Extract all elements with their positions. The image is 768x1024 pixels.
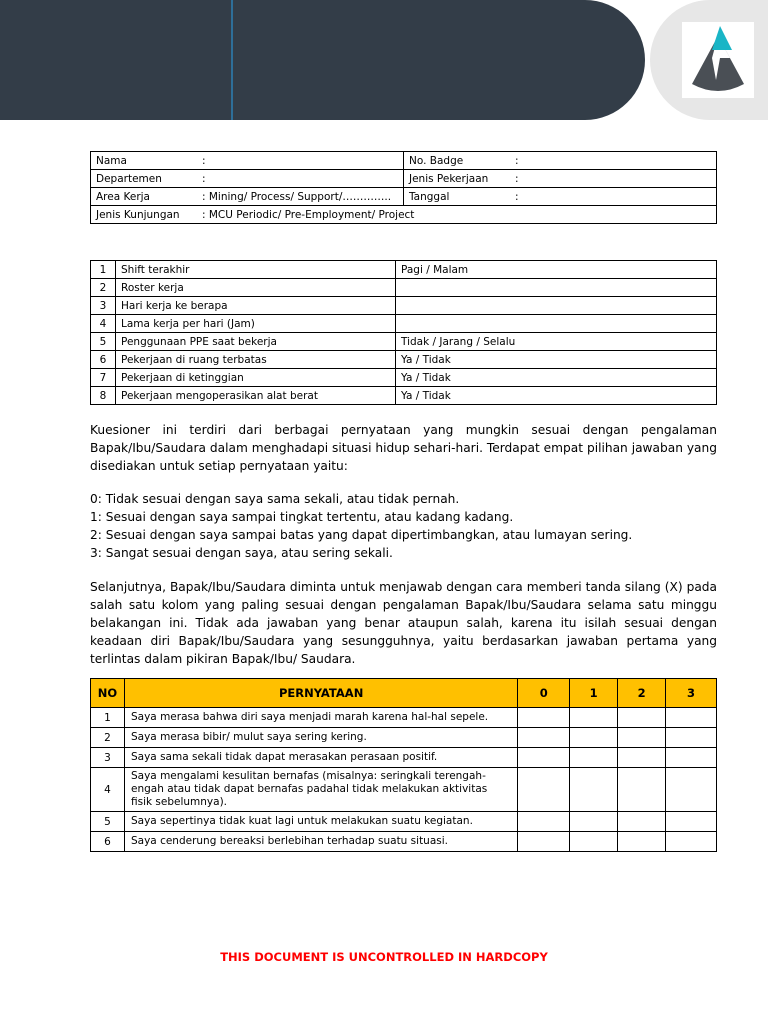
field-value: : Mining/ Process/ Support/………….. [202, 190, 392, 203]
intro-paragraph: Kuesioner ini terdiri dari berbagai pernyataan yang mungkin sesuai dengan pengalaman Bapak/Ibu/Saudara dalam menghadapi situasi hidup sehari-hari. Terdapat empat pilihan jawaban yang disediakan untuk setiap pernyataan yaitu: [90, 423, 717, 473]
row-number: 2 [91, 279, 116, 297]
row-answer[interactable]: Tidak / Jarang / Selalu [396, 333, 717, 351]
field-label: Tanggal [409, 190, 450, 203]
row-number: 3 [91, 748, 125, 768]
instruction-paragraph: Selanjutnya, Bapak/Ibu/Saudara diminta untuk menjawab dengan cara memberi tanda silang (X) pada salah satu kolom yang paling sesuai dengan pengalaman Bapak/Ibu/Saudara selama satu minggu belakangan ini. Tidak ada jawaban yang benar ataupun salah, karena itu isilah sesuai dengan keadaan diri Bapak/Ibu/Saudara yang sesungguhnya, yaitu berdasarkan jawaban pertama yang terlintas dalam pikiran Bapak/Ibu/ Saudara. [90, 580, 717, 666]
uncontrolled-document-footer: THIS DOCUMENT IS UNCONTROLLED IN HARDCOPY [220, 950, 548, 964]
column-header-score-2: 2 [618, 679, 666, 708]
table-row [91, 768, 717, 812]
table-row [91, 708, 717, 728]
answer-option: 0: Tidak sesuai dengan saya sama sekali, atau tidak pernah. [90, 492, 460, 506]
score-cell-2[interactable] [618, 728, 666, 748]
score-cell-0[interactable] [518, 768, 570, 812]
field-value: : MCU Periodic/ Pre-Employment/ Project [202, 208, 415, 221]
identity-field[interactable] [91, 206, 717, 224]
score-cell-3[interactable] [666, 708, 717, 728]
identity-field[interactable] [91, 152, 404, 170]
column-header-no: NO [91, 679, 125, 708]
score-cell-0[interactable] [518, 832, 570, 852]
score-cell-1[interactable] [570, 768, 618, 812]
row-item: Shift terakhir [116, 261, 396, 279]
field-value: : [515, 154, 519, 167]
score-cell-3[interactable] [666, 832, 717, 852]
score-cell-1[interactable] [570, 708, 618, 728]
table-row [91, 188, 717, 206]
table-row [91, 812, 717, 832]
row-number: 7 [91, 369, 116, 387]
field-value: : [202, 172, 206, 185]
statement-text: Saya cenderung bereaksi berlebihan terhadap suatu situasi. [124, 832, 517, 852]
field-label: Jenis Pekerjaan [409, 172, 489, 185]
score-cell-0[interactable] [518, 708, 570, 728]
row-number: 1 [91, 708, 125, 728]
row-answer[interactable]: Ya / Tidak [396, 351, 717, 369]
header-bar [0, 0, 645, 120]
column-header-score-3: 3 [666, 679, 717, 708]
row-answer[interactable] [396, 297, 717, 315]
score-cell-1[interactable] [570, 832, 618, 852]
score-cell-3[interactable] [666, 768, 717, 812]
row-answer[interactable] [396, 279, 717, 297]
row-number: 4 [91, 315, 116, 333]
field-label: No. Badge [409, 154, 464, 167]
identity-field[interactable] [91, 170, 404, 188]
company-logo-icon [682, 22, 754, 98]
answer-option: 3: Sangat sesuai dengan saya, atau sering sekali. [90, 546, 393, 560]
score-cell-2[interactable] [618, 832, 666, 852]
header-divider-line [231, 0, 233, 120]
row-item: Penggunaan PPE saat bekerja [116, 333, 396, 351]
identity-field[interactable] [91, 188, 404, 206]
work-conditions-table [90, 260, 717, 405]
questionnaire-table [90, 678, 717, 852]
table-row [91, 748, 717, 768]
row-answer[interactable]: Ya / Tidak [396, 387, 717, 405]
table-row [91, 206, 717, 224]
column-header-statement: PERNYATAAN [124, 679, 517, 708]
row-item: Hari kerja ke berapa [116, 297, 396, 315]
score-cell-1[interactable] [570, 728, 618, 748]
row-item: Pekerjaan di ketinggian [116, 369, 396, 387]
column-header-score-0: 0 [518, 679, 570, 708]
table-row [91, 170, 717, 188]
table-row [91, 832, 717, 852]
score-cell-3[interactable] [666, 812, 717, 832]
field-label: Area Kerja [96, 190, 150, 203]
score-cell-2[interactable] [618, 768, 666, 812]
row-answer[interactable] [396, 315, 717, 333]
answer-option: 2: Sesuai dengan saya sampai batas yang dapat dipertimbangkan, atau lumayan sering. [90, 528, 633, 542]
table-row [91, 279, 717, 297]
table-row [91, 333, 717, 351]
score-cell-0[interactable] [518, 812, 570, 832]
score-cell-3[interactable] [666, 748, 717, 768]
table-row [91, 297, 717, 315]
row-item: Roster kerja [116, 279, 396, 297]
row-answer[interactable]: Pagi / Malam [396, 261, 717, 279]
field-value: : [515, 172, 519, 185]
statement-text: Saya mengalami kesulitan bernafas (misalnya: seringkali terengah-engah atau tidak dapat bernafas padahal tidak melakukan aktivitas fisik sebelumnya). [124, 768, 517, 812]
score-cell-2[interactable] [618, 748, 666, 768]
logo-container [650, 0, 768, 120]
table-row [91, 387, 717, 405]
field-value: : [202, 154, 206, 167]
identity-field[interactable] [404, 188, 717, 206]
column-header-score-1: 1 [570, 679, 618, 708]
document-header [0, 0, 768, 120]
field-label: Departemen [96, 172, 162, 185]
statement-text: Saya sama sekali tidak dapat merasakan perasaan positif. [124, 748, 517, 768]
answer-options-list [90, 490, 717, 562]
row-number: 4 [91, 768, 125, 812]
row-number: 6 [91, 832, 125, 852]
score-cell-0[interactable] [518, 728, 570, 748]
row-item: Pekerjaan di ruang terbatas [116, 351, 396, 369]
identity-table [90, 151, 717, 224]
table-row [91, 728, 717, 748]
identity-field[interactable] [404, 152, 717, 170]
table-row [91, 152, 717, 170]
row-item: Lama kerja per hari (Jam) [116, 315, 396, 333]
score-cell-2[interactable] [618, 812, 666, 832]
table-row [91, 261, 717, 279]
row-answer[interactable]: Ya / Tidak [396, 369, 717, 387]
score-cell-2[interactable] [618, 708, 666, 728]
score-cell-0[interactable] [518, 748, 570, 768]
statement-text: Saya merasa bahwa diri saya menjadi marah karena hal-hal sepele. [124, 708, 517, 728]
row-number: 5 [91, 812, 125, 832]
row-number: 1 [91, 261, 116, 279]
score-cell-1[interactable] [570, 748, 618, 768]
field-value: : [515, 190, 519, 203]
row-number: 8 [91, 387, 116, 405]
answer-option: 1: Sesuai dengan saya sampai tingkat tertentu, atau kadang kadang. [90, 510, 514, 524]
field-label: Jenis Kunjungan [96, 208, 180, 221]
identity-field[interactable] [404, 170, 717, 188]
statement-text: Saya sepertinya tidak kuat lagi untuk melakukan suatu kegiatan. [124, 812, 517, 832]
score-cell-3[interactable] [666, 728, 717, 748]
row-item: Pekerjaan mengoperasikan alat berat [116, 387, 396, 405]
table-header-row [91, 679, 717, 708]
statement-text: Saya merasa bibir/ mulut saya sering kering. [124, 728, 517, 748]
table-row [91, 315, 717, 333]
row-number: 6 [91, 351, 116, 369]
row-number: 5 [91, 333, 116, 351]
row-number: 3 [91, 297, 116, 315]
table-row [91, 351, 717, 369]
row-number: 2 [91, 728, 125, 748]
score-cell-1[interactable] [570, 812, 618, 832]
table-row [91, 369, 717, 387]
field-label: Nama [96, 154, 127, 167]
